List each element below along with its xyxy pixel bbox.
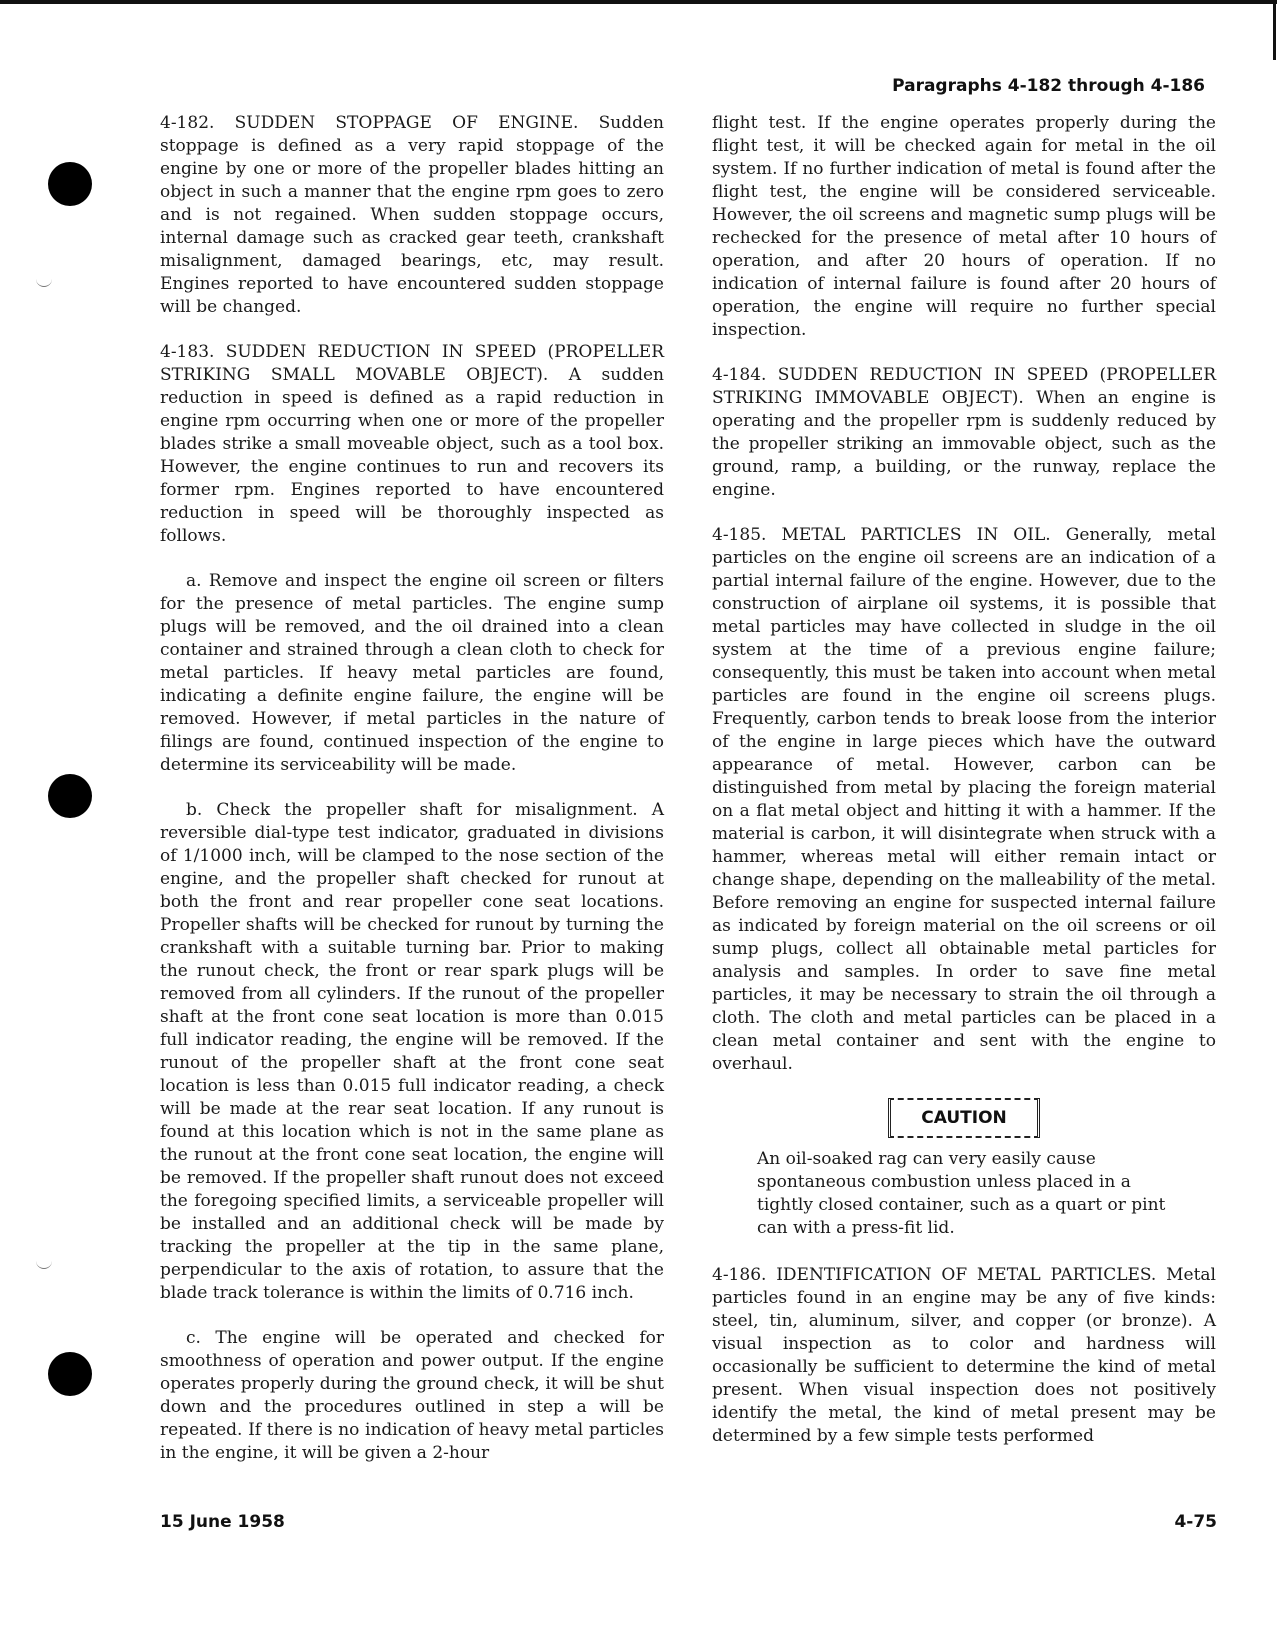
caution-text: An oil-soaked rag can very easily cause spontaneous combustion unless placed in a tightly closed container, such as a quart or pint can with a press-fit lid. xyxy=(757,1149,1166,1238)
margin-mark-lower xyxy=(36,1260,52,1269)
binder-hole-middle xyxy=(48,774,92,818)
right-border xyxy=(1273,0,1276,60)
caution-box: CAUTION xyxy=(888,1098,1040,1138)
paragraph-continuation: flight test. If the engine operates properly during the flight test, it will be checked again for metal in the oil system. If no further indication of metal is found after the flight test, the engine will be considered serviceable. However, the oil screens and magnetic sump plugs will be rechecked for the presence of metal after 10 hours of operation, and after 20 hours of operation. If no indication of internal failure is found after 20 hours of operation, the engine will require no further special inspection. xyxy=(712,113,1216,340)
binder-hole-top xyxy=(48,162,92,206)
binder-hole-bottom xyxy=(48,1352,92,1396)
paragraph-4-182: 4-182. SUDDEN STOPPAGE OF ENGINE. Sudden stoppage is defined as a very rapid stoppage of the engine by one or more of the propeller blades hitting an object in such a manner that the engine rpm goes to zero and is not regained. When sudden stoppage occurs, internal damage such as cracked gear teeth, crankshaft misalignment, damaged bearings, etc, may result. Engines reported to have encountered sudden stoppage will be changed. xyxy=(160,113,664,317)
page-header: Paragraphs 4-182 through 4-186 xyxy=(892,76,1205,96)
step-a: a. Remove and inspect the engine oil screen or filters for the presence of metal particles. The engine sump plugs will be removed, and the oil drained into a clean container and strained through a clean cloth to check for metal particles. If heavy metal particles are found, indicating a definite engine failure, the engine will be removed. However, if metal particles in the nature of filings are found, continued inspection of the engine to determine its serviceability will be made. xyxy=(160,571,664,775)
right-column xyxy=(712,112,1216,1464)
step-b: b. Check the propeller shaft for misalignment. A reversible dial-type test indicator, graduated in divisions of 1/1000 inch, will be clamped to the nose section of the engine, and the propeller shaft checked for runout at both the front and rear propeller cone seat locations. Propeller shafts will be checked for runout by turning the crankshaft with a suitable turning bar. Prior to making the runout check, the front or rear spark plugs will be removed from all cylinders. If the runout of the propeller shaft at the front cone seat location is more than 0.015 full indicator reading, the engine will be removed. If the runout of the propeller shaft at the front cone seat location is less than 0.015 full indicator reading, a check will be made at the rear seat location. If any runout is found at this location which is not in the same plane as the runout at the front cone seat location, the engine will be removed. If the propeller shaft runout does not exceed the foregoing specified limits, a serviceable propeller will be installed and an additional check will be made by tracking the propeller at the tip in the same plane, perpendicular to the axis of rotation, to assure that the blade track tolerance is within the limits of 0.716 inch. xyxy=(160,800,664,1303)
margin-mark-upper xyxy=(36,278,52,287)
paragraph-4-183: 4-183. SUDDEN REDUCTION IN SPEED (PROPELLER STRIKING SMALL MOVABLE OBJECT). A sudden reduction in speed is defined as a rapid reduction in engine rpm occurring when one or more of the propeller blades strike a small moveable object, such as a tool box. However, the engine continues to run and recovers its former rpm. Engines reported to have encountered reduction in speed will be thoroughly inspected as follows. xyxy=(160,342,664,546)
top-border xyxy=(0,0,1277,4)
footer-date: 15 June 1958 xyxy=(160,1512,285,1532)
paragraph-4-184: 4-184. SUDDEN REDUCTION IN SPEED (PROPELLER STRIKING IMMOVABLE OBJECT). When an engine is operating and the propeller rpm is suddenly reduced by the propeller striking an immovable object, such as the ground, ramp, a building, or the runway, replace the engine. xyxy=(712,365,1216,500)
step-c: c. The engine will be operated and checked for smoothness of operation and power output. If the engine operates properly during the ground check, it will be shut down and the procedures outlined in step a will be repeated. If there is no indication of heavy metal particles in the engine, it will be given a 2-hour xyxy=(160,1328,664,1463)
paragraph-4-185: 4-185. METAL PARTICLES IN OIL. Generally, metal particles on the engine oil screens are an indication of a partial internal failure of the engine. However, due to the construction of airplane oil systems, it is possible that metal particles may have collected in sludge in the oil system at the time of a previous engine failure; consequently, this must be taken into account when metal particles are found in the engine oil screens plugs. Frequently, carbon tends to break loose from the interior of the engine in large pieces which have the outward appearance of metal. However, carbon can be distinguished from metal by placing the foreign material on a flat metal object and hitting it with a hammer. If the material is carbon, it will disintegrate when struck with a hammer, whereas metal will either remain intact or change shape, depending on the malleability of the metal. Before removing an engine for suspected internal failure as indicated by foreign material on the oil screens or oil sump plugs, collect all obtainable metal particles for analysis and samples. In order to save fine metal particles, it may be necessary to strain the oil through a cloth. The cloth and metal particles can be placed in a clean metal container and sent with the engine to overhaul. xyxy=(712,525,1216,1074)
paragraph-4-186: 4-186. IDENTIFICATION OF METAL PARTICLES. Metal particles found in an engine may be any of five kinds: steel, tin, aluminum, silver, and copper (or bronze). A visual inspection as to color and hardness will occasionally be sufficient to determine the kind of metal present. When visual inspection does not positively identify the metal, the kind of metal present may be determined by a few simple tests performed xyxy=(712,1265,1216,1446)
page-number: 4-75 xyxy=(1174,1512,1217,1532)
left-column xyxy=(160,112,664,1481)
